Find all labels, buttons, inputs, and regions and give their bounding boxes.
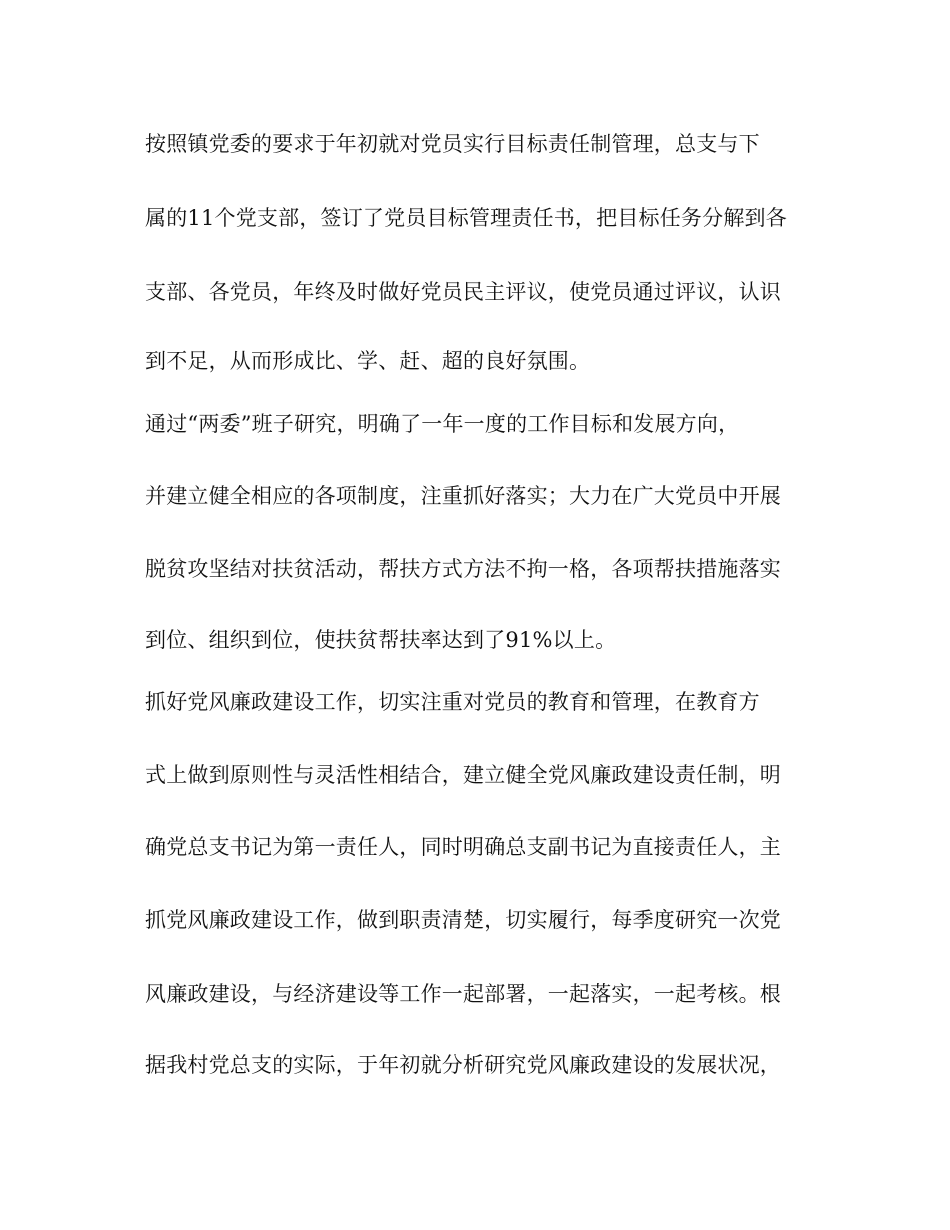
text-line: 支部、各党员，年终及时做好党员民主评议，使党员通过评议，认识 xyxy=(145,280,781,304)
text-line: 到不足，从而形成比、学、赶、超的良好氛围。 xyxy=(145,349,591,373)
text-line: 抓党风廉政建设工作，做到职责清楚，切实履行，每季度研究一次党 xyxy=(145,908,781,932)
text-line: 通过“两委”班子研究，明确了一年一度的工作目标和发展方向， xyxy=(145,412,740,436)
text-line: 抓好党风廉政建设工作，切实注重对党员的教育和管理，在教育方 xyxy=(145,690,760,714)
text-line: 到位、组织到位，使扶贫帮扶率达到了91%以上。 xyxy=(145,628,617,652)
text-line: 风廉政建设，与经济建设等工作一起部署，一起落实，一起考核。根 xyxy=(145,982,781,1006)
text-line: 脱贫攻坚结对扶贫活动，帮扶方式方法不拘一格，各项帮扶措施落实 xyxy=(145,557,781,581)
text-line: 确党总支书记为第一责任人，同时明确总支副书记为直接责任人，主 xyxy=(145,835,781,859)
text-line: 按照镇党委的要求于年初就对党员实行目标责任制管理，总支与下 xyxy=(145,132,760,156)
text-line: 属的11个党支部，签订了党员目标管理责任书，把目标任务分解到各 xyxy=(145,206,787,230)
text-line: 式上做到原则性与灵活性相结合，建立健全党风廉政建设责任制，明 xyxy=(145,763,781,787)
text-line: 并建立健全相应的各项制度，注重抓好落实；大力在广大党员中开展 xyxy=(145,484,781,508)
text-line: 据我村党总支的实际，于年初就分析研究党风廉政建设的发展状况， xyxy=(145,1053,781,1077)
